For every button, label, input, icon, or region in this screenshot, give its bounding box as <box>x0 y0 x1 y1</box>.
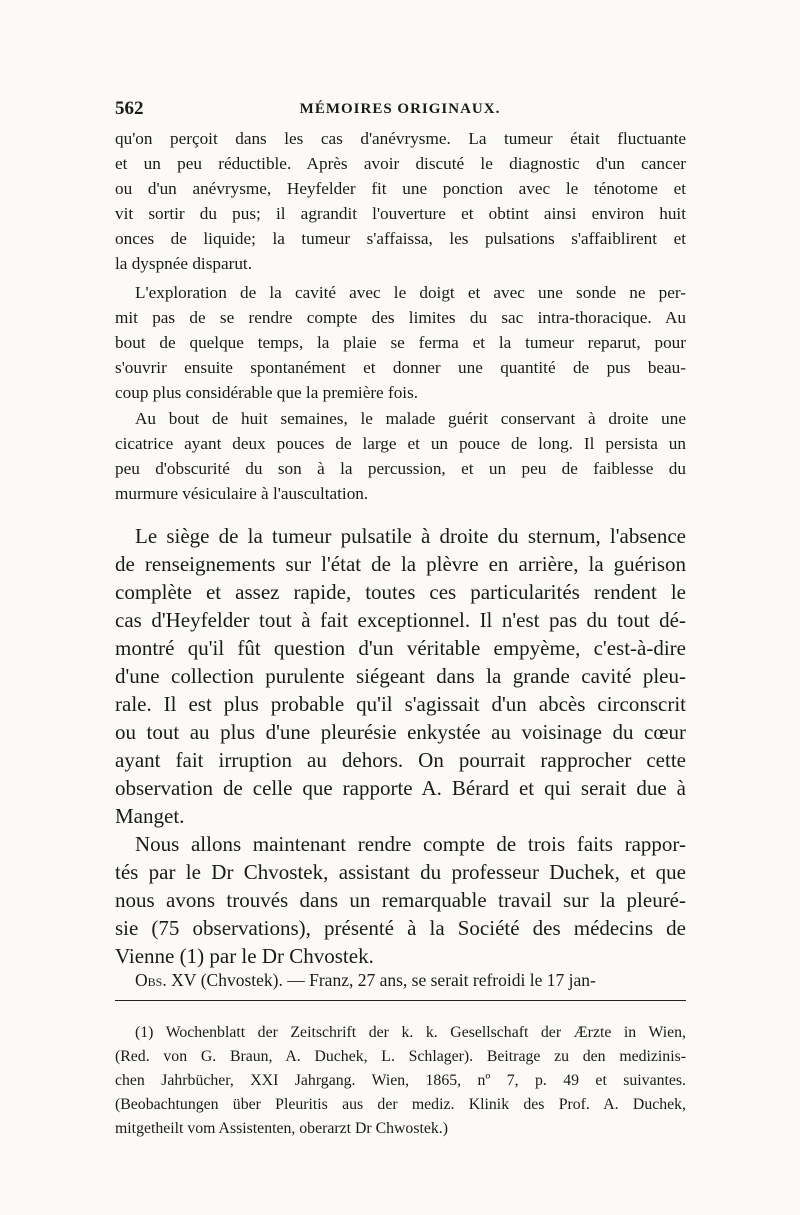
body-line: Manget. <box>115 804 185 828</box>
body-line: sie (75 observations), présenté à la Société des médecins de <box>115 916 686 940</box>
page-number: 562 <box>115 98 144 119</box>
body-line: rale. Il est plus probable qu'il s'agissait d'un abcès circonscrit <box>115 692 686 716</box>
quote-line: onces de liquide; la tumeur s'affaissa, les pulsations s'affaiblirent et <box>115 229 686 248</box>
body-line: de renseignements sur l'état de la plèvre en arrière, la guérison <box>115 552 686 576</box>
quote-line: et un peu réductible. Après avoir discuté le diagnostic d'un cancer <box>115 154 686 173</box>
footnote-line: (Red. von G. Braun, A. Duchek, L. Schlager). Beitrage zu den medizinis- <box>115 1048 686 1065</box>
body-line: Nous allons maintenant rendre compte de trois faits rappor- <box>135 832 686 856</box>
quote-line: ou d'un anévrysme, Heyfelder fit une ponction avec le ténotome et <box>115 179 686 198</box>
body-line: tés par le Dr Chvostek, assistant du professeur Duchek, et que <box>115 860 686 884</box>
footnote-line: (1) Wochenblatt der Zeitschrift der k. k. Gesellschaft der Ærzte in Wien, <box>135 1024 686 1041</box>
body-line: complète et assez rapide, toutes ces particularités rendent le <box>115 580 686 604</box>
footnote-line: (Beobachtungen über Pleuritis aus der mediz. Klinik des Prof. A. Duchek, <box>115 1096 686 1113</box>
observation-line <box>135 970 596 991</box>
quote-line: s'ouvrir ensuite spontanément et donner une quantité de pus beau- <box>115 358 686 377</box>
body-line: nous avons trouvés dans un remarquable travail sur la pleuré- <box>115 888 686 912</box>
observation-text: (Chvostek). — Franz, 27 ans, se serait refroidi le 17 jan- <box>196 970 596 990</box>
body-line: observation de celle que rapporte A. Bérard et qui serait due à <box>115 776 686 800</box>
quote-line: bout de quelque temps, la plaie se ferma et la tumeur reparut, pour <box>115 333 686 352</box>
observation-label: Obs. XV <box>135 970 197 990</box>
footnote-rule <box>115 1000 686 1001</box>
quote-line: peu d'obscurité du son à la percussion, et un peu de faiblesse du <box>115 459 686 478</box>
quote-line: vit sortir du pus; il agrandit l'ouverture et obtint ainsi environ huit <box>115 204 686 223</box>
body-line: d'une collection purulente siégeant dans la grande cavité pleu- <box>115 664 686 688</box>
quote-line: mit pas de se rendre compte des limites du sac intra-thoracique. Au <box>115 308 686 327</box>
footnote-line: chen Jahrbücher, XXI Jahrgang. Wien, 1865, nº 7, p. 49 et suivantes. <box>115 1072 686 1089</box>
body-line: montré qu'il fût question d'un véritable empyème, c'est-à-dire <box>115 636 686 660</box>
quote-line: coup plus considérable que la première fois. <box>115 383 419 402</box>
quote-line: cicatrice ayant deux pouces de large et un pouce de long. Il persista un <box>115 434 686 453</box>
running-title: MÉMOIRES ORIGINAUX. <box>299 101 501 117</box>
body-line: ayant fait irruption au dehors. On pourrait rapprocher cette <box>115 748 686 772</box>
quote-line: qu'on perçoit dans les cas d'anévrysme. La tumeur était fluctuante <box>115 129 686 148</box>
quote-line: L'exploration de la cavité avec le doigt et avec une sonde ne per- <box>135 283 686 302</box>
page-header <box>115 98 685 122</box>
body-line: Vienne (1) par le Dr Chvostek. <box>115 944 374 968</box>
body-line: cas d'Heyfelder tout à fait exceptionnel. Il n'est pas du tout dé- <box>115 608 686 632</box>
body-line: Le siège de la tumeur pulsatile à droite du sternum, l'absence <box>135 524 686 548</box>
quote-line: Au bout de huit semaines, le malade guérit conservant à droite une <box>135 409 686 428</box>
quote-line: murmure vésiculaire à l'auscultation. <box>115 484 369 503</box>
quote-line: la dyspnée disparut. <box>115 254 252 273</box>
body-line: ou tout au plus d'une pleurésie enkystée au voisinage du cœur <box>115 720 686 744</box>
footnote-line: mitgetheilt vom Assistenten, oberarzt Dr Chwostek.) <box>115 1120 448 1137</box>
